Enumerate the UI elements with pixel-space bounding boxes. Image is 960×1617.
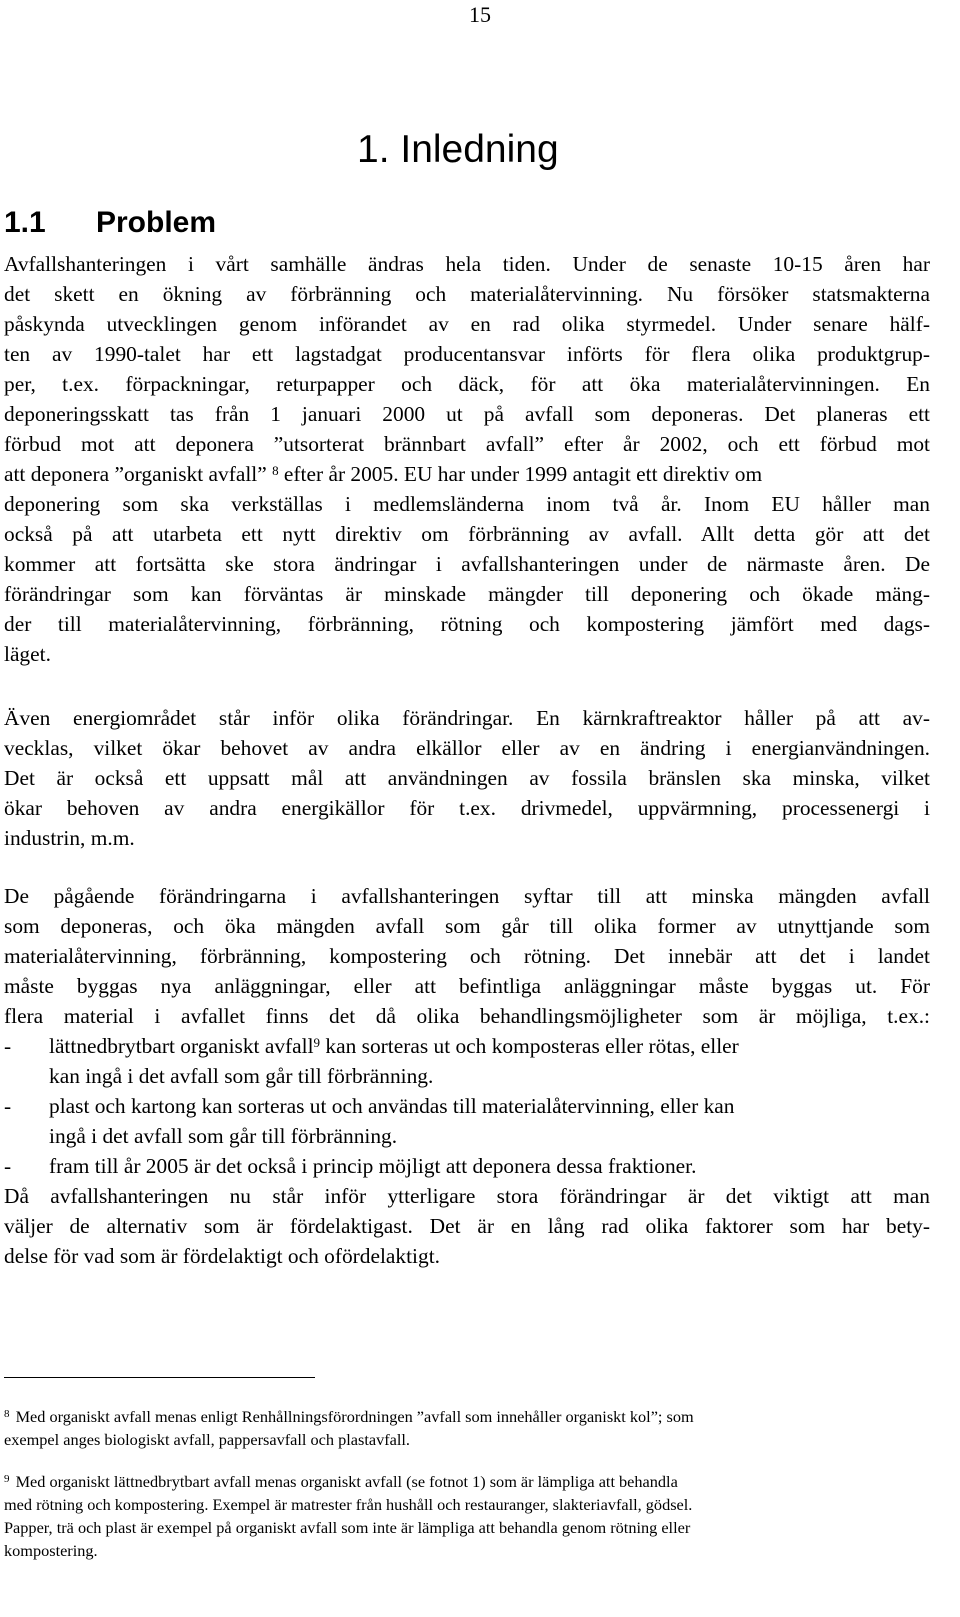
footnote-8 <box>4 1405 930 1451</box>
footnote-number: 8 <box>4 1408 10 1420</box>
list-item <box>4 1031 930 1091</box>
text-line: kompostering. <box>4 1541 98 1560</box>
text-line: ökar behoven av andra energikällor för t.ex. drivmedel, uppvärmning, processenergi i <box>4 796 930 820</box>
paragraph-problem <box>4 249 930 669</box>
text-line <box>49 1031 930 1061</box>
text-segment: Med organiskt lättnedbrytbart avfall menas organiskt avfall (se fotnot 1) som är lämpliga att behandla <box>15 1472 678 1491</box>
text-line: per, t.ex. förpackningar, returpapper och däck, för att öka materialåtervinningen. En <box>4 372 930 396</box>
text-segment: kan sorteras ut och komposteras eller rötas, eller <box>320 1034 739 1058</box>
list-dash: - <box>4 1154 12 1178</box>
text-line: som deponeras, och öka mängden avfall som går till olika former av utnyttjande som <box>4 914 930 938</box>
text-line <box>4 459 930 489</box>
footnote-separator <box>4 1377 315 1378</box>
text-line: materialåtervinning, förbränning, kompostering och rötning. Det innebär att det i landet <box>4 944 930 968</box>
text-line: påskynda utvecklingen genom införandet av en rad olika styrmedel. Under senare hälf- <box>4 312 930 336</box>
text-line: plast och kartong kan sorteras ut och användas till materialåtervinning, eller kan <box>49 1094 735 1118</box>
text-line: kommer att fortsätta ske stora ändringar i avfallshanteringen under de närmaste åren. De <box>4 552 930 576</box>
text-line: De pågående förändringarna i avfallshanteringen syftar till att minska mängden avfall <box>4 884 930 908</box>
text-line: förbud mot att deponera ”utsorterat brännbart avfall” efter år 2002, och ett förbud mot <box>4 432 930 456</box>
list-item <box>4 1151 930 1181</box>
chapter-title: 1. Inledning <box>357 128 559 171</box>
footnote-ref-8[interactable]: 8 <box>272 463 279 478</box>
text-line: Även energiområdet står inför olika förändringar. En kärnkraftreaktor håller på att av- <box>4 706 930 730</box>
footnote-ref-9[interactable]: 9 <box>313 1035 321 1050</box>
text-line: delse för vad som är fördelaktigt och ofördelaktigt. <box>4 1244 440 1268</box>
text-line: läget. <box>4 642 51 666</box>
text-line: kan ingå i det avfall som går till förbränning. <box>49 1064 434 1088</box>
text-segment: Med organiskt avfall menas enligt Renhållningsförordningen ”avfall som innehåller organiskt kol”; som <box>15 1407 694 1426</box>
text-line: med rötning och kompostering. Exempel är matrester från hushåll och restauranger, slakteriavfall, gödsel. <box>4 1495 693 1514</box>
text-line: exempel anges biologiskt avfall, pappersavfall och plastavfall. <box>4 1430 410 1449</box>
text-line: Det är också ett uppsatt mål att användningen av fossila bränslen ska minska, vilket <box>4 766 930 790</box>
text-line: måste byggas nya anläggningar, eller att befintliga anläggningar måste byggas ut. För <box>4 974 930 998</box>
text-line: ingå i det avfall som går till förbränning. <box>49 1124 398 1148</box>
paragraph-changes <box>4 881 930 1271</box>
text-segment: efter år 2005. EU har under 1999 antagit ett direktiv om <box>278 462 763 486</box>
footnote-9 <box>4 1470 930 1562</box>
text-line: Avfallshanteringen i vårt samhälle ändras hela tiden. Under de senaste 10-15 åren har <box>4 252 930 276</box>
text-line: der till materialåtervinning, förbränning, rötning och kompostering jämfört med dags- <box>4 612 930 636</box>
text-line: flera material i avfallet finns det då olika behandlingsmöjligheter som är möjliga, t.ex.: <box>4 1004 930 1028</box>
section-heading <box>4 206 216 240</box>
text-line <box>4 1470 930 1493</box>
text-line: väljer de alternativ som är fördelaktigast. Det är en lång rad olika faktorer som har bety- <box>4 1214 930 1238</box>
text-line: industrin, m.m. <box>4 826 135 850</box>
text-line: deponering som ska verkställas i medlemsländerna inom två år. Inom EU håller man <box>4 492 930 516</box>
list-dash: - <box>4 1034 12 1058</box>
text-line: det skett en ökning av förbränning och materialåtervinning. Nu försöker statsmakterna <box>4 282 930 306</box>
list-item <box>4 1091 930 1151</box>
text-line: Papper, trä och plast är exempel på organiskt avfall som inte är lämpliga att behandla genom rötning eller <box>4 1518 691 1537</box>
page-number: 15 <box>469 2 491 27</box>
text-segment: att deponera ”organiskt avfall” <box>4 462 267 486</box>
list-dash: - <box>4 1094 12 1118</box>
text-line: Då avfallshanteringen nu står inför ytterligare stora förändringar är det viktigt att man <box>4 1184 930 1208</box>
text-line <box>4 1405 930 1428</box>
text-line: förändringar som kan förväntas är minskade mängder till deponering och ökade mäng- <box>4 582 930 606</box>
footnote-number: 9 <box>4 1473 10 1485</box>
section-title: Problem <box>96 206 217 239</box>
text-segment: lättnedbrytbart organiskt avfall <box>49 1034 314 1058</box>
text-line: fram till år 2005 är det också i princip möjligt att deponera dessa fraktioner. <box>49 1154 697 1178</box>
paragraph-energy <box>4 703 930 853</box>
text-line: vecklas, vilket ökar behovet av andra elkällor eller av en ändring i energianvändningen. <box>4 736 930 760</box>
section-number: 1.1 <box>4 206 46 239</box>
text-line: ten av 1990-talet har ett lagstadgat producentansvar införts för flera olika produktgrup- <box>4 342 930 366</box>
text-line: deponeringsskatt tas från 1 januari 2000 ut på avfall som deponeras. Det planeras ett <box>4 402 930 426</box>
text-line: också på att utarbeta ett nytt direktiv om förbränning av avfall. Allt detta gör att det <box>4 522 930 546</box>
